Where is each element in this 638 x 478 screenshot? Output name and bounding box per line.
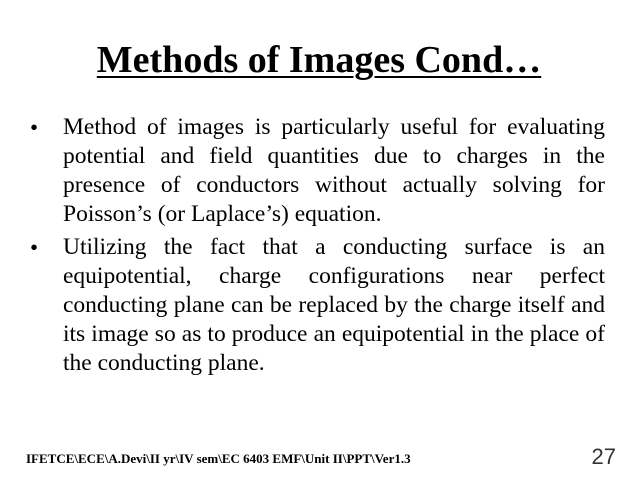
- bullet-item: [30, 113, 605, 229]
- slide-footer: IFETCE\ECE\A.Devi\II yr\IV sem\EC 6403 EMF\Unit II\PPT\Ver1.3: [26, 451, 411, 466]
- slide-title: [0, 38, 638, 82]
- bullet-marker: •: [30, 115, 39, 140]
- bullet-text: Method of images is particularly useful for evaluating potential and field quantities due to charges in the presence of conductors without actually solving for Poisson’s (or Laplace’s) equation.: [63, 114, 605, 227]
- bullet-list: [30, 113, 605, 382]
- slide-title-text: Methods of Images Cond…: [96, 39, 542, 81]
- bullet-item: [30, 233, 605, 378]
- bullet-marker: •: [30, 235, 39, 260]
- page-number: 27: [591, 444, 616, 469]
- bullet-text: Utilizing the fact that a conducting surface is an equipotential, charge configurations near perfect conducting plane can be replaced by the charge itself and its image so as to produce an equipotential in the place of the conducting plane.: [63, 234, 605, 376]
